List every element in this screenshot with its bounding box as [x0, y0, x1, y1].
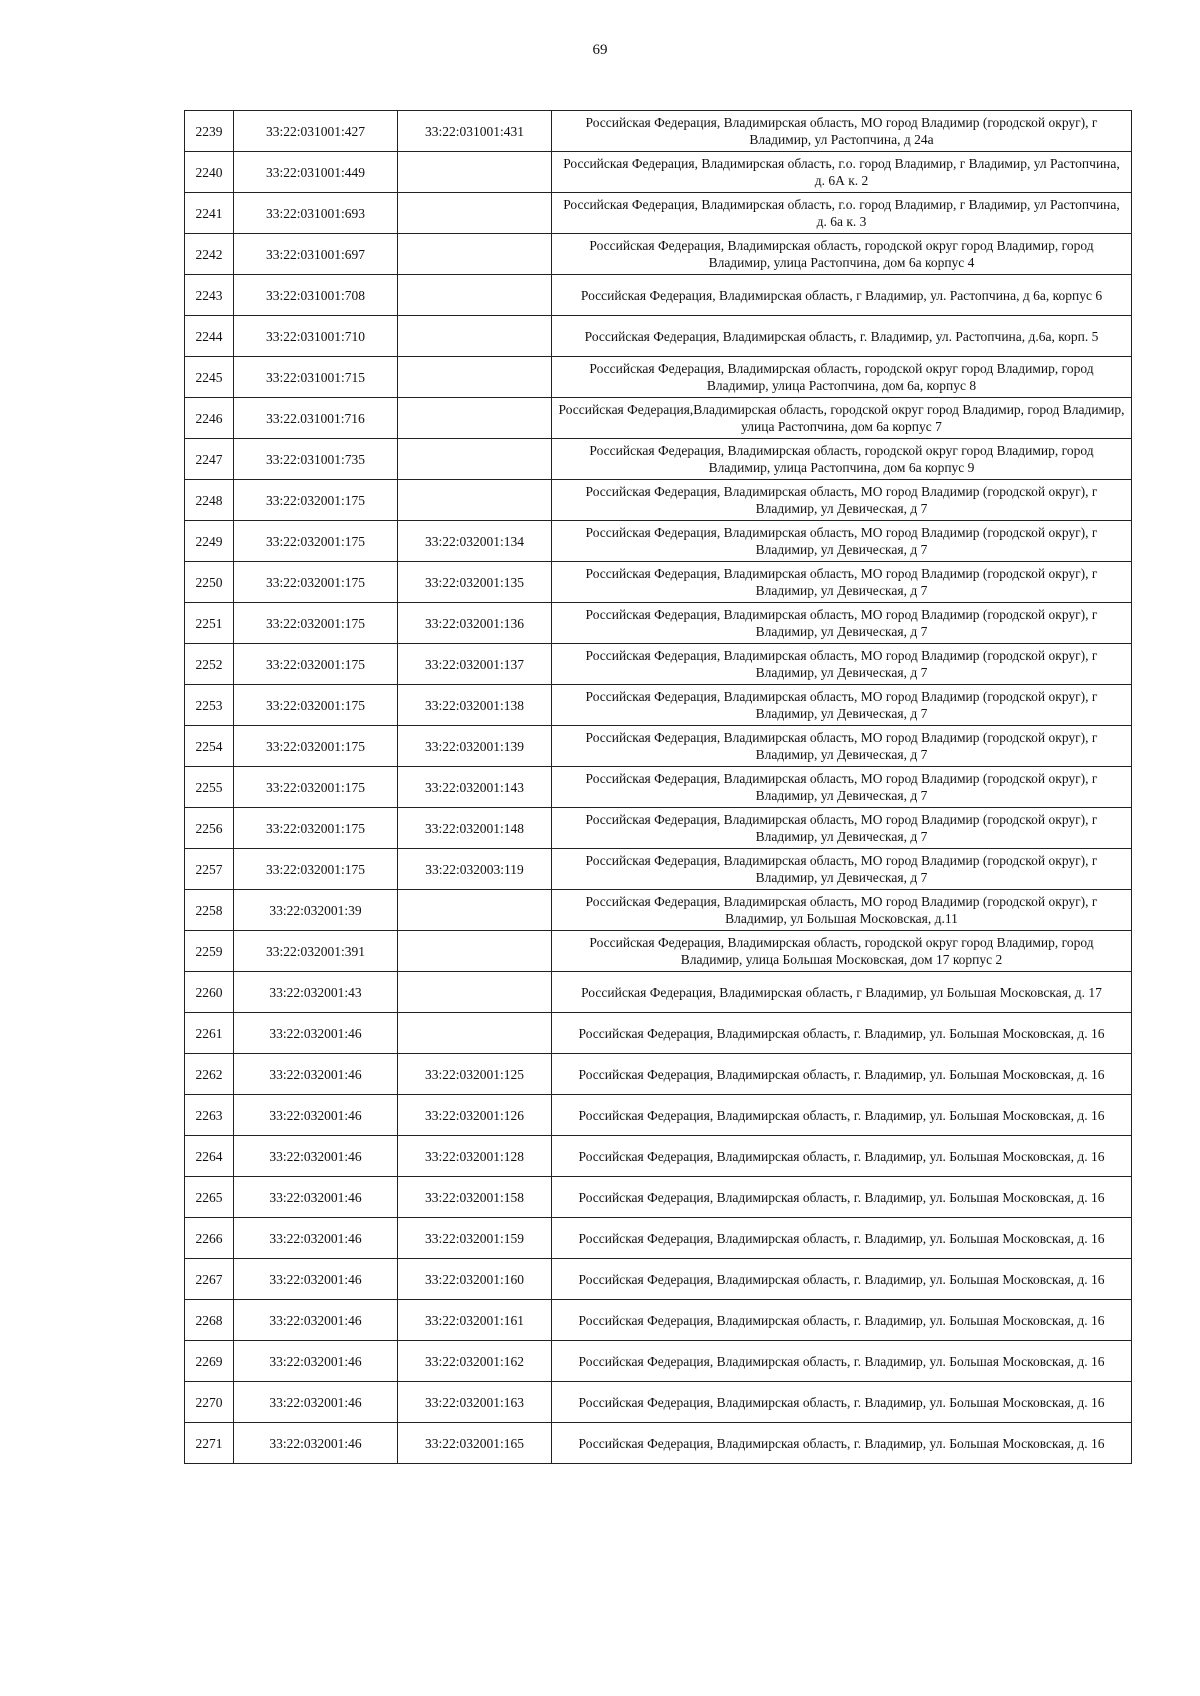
cadastral-number-cell: 33:22:032001:46: [234, 1013, 398, 1054]
row-number-cell: 2268: [185, 1300, 234, 1341]
cadastral-number-cell: 33:22:032001:175: [234, 603, 398, 644]
address-cell: Российская Федерация, Владимирская область, МО город Владимир (городской округ), г Владимир, ул Большая Московская, д.11: [552, 890, 1132, 931]
table-row: [185, 726, 1132, 767]
cadastral-number-cell: 33:22:031001:708: [234, 275, 398, 316]
cadastral-number-cell: 33:22:032001:46: [234, 1054, 398, 1095]
address-cell: Российская Федерация, Владимирская область, г Владимир, ул Большая Московская, д. 17: [552, 972, 1132, 1013]
row-number-cell: 2240: [185, 152, 234, 193]
address-cell: Российская Федерация, Владимирская область, МО город Владимир (городской округ), г Владимир, ул Девическая, д 7: [552, 808, 1132, 849]
address-cell: Российская Федерация, Владимирская область, городской округ город Владимир, город Владимир, улица Растопчина, дом 6а корпус 4: [552, 234, 1132, 275]
row-number-cell: 2249: [185, 521, 234, 562]
cadastral-number-cell: 33:22:032001:43: [234, 972, 398, 1013]
cadastral-number-cell: 33:22.031001:716: [234, 398, 398, 439]
table-row: [185, 439, 1132, 480]
related-cadastral-number-cell: [398, 972, 552, 1013]
row-number-cell: 2269: [185, 1341, 234, 1382]
related-cadastral-number-cell: 33:22:032001:125: [398, 1054, 552, 1095]
table-row: [185, 1054, 1132, 1095]
row-number-cell: 2267: [185, 1259, 234, 1300]
table-row: [185, 1136, 1132, 1177]
related-cadastral-number-cell: 33:22:032001:158: [398, 1177, 552, 1218]
cadastral-number-cell: 33:22:032001:175: [234, 480, 398, 521]
address-cell: Российская Федерация, Владимирская область, г. Владимир, ул. Растопчина, д.6а, корп. 5: [552, 316, 1132, 357]
cadastral-number-cell: 33:22:032001:39: [234, 890, 398, 931]
row-number-cell: 2259: [185, 931, 234, 972]
cadastral-number-cell: 33:22:032001:175: [234, 726, 398, 767]
row-number-cell: 2242: [185, 234, 234, 275]
related-cadastral-number-cell: 33:22:032001:148: [398, 808, 552, 849]
table-row: [185, 808, 1132, 849]
related-cadastral-number-cell: 33:22:032001:159: [398, 1218, 552, 1259]
address-cell: Российская Федерация, Владимирская область, г.о. город Владимир, г Владимир, ул Растопчина, д. 6а к. 3: [552, 193, 1132, 234]
cadastral-number-cell: 33:22:031001:710: [234, 316, 398, 357]
related-cadastral-number-cell: 33:22:031001:431: [398, 111, 552, 152]
table-row: [185, 357, 1132, 398]
address-cell: Российская Федерация, Владимирская область, МО город Владимир (городской округ), г Владимир, ул Девическая, д 7: [552, 849, 1132, 890]
row-number-cell: 2265: [185, 1177, 234, 1218]
address-cell: Российская Федерация, Владимирская область, МО город Владимир (городской округ), г Владимир, ул Девическая, д 7: [552, 562, 1132, 603]
row-number-cell: 2261: [185, 1013, 234, 1054]
address-cell: Российская Федерация, Владимирская область, МО город Владимир (городской округ), г Владимир, ул Девическая, д 7: [552, 603, 1132, 644]
row-number-cell: 2245: [185, 357, 234, 398]
address-cell: Российская Федерация, Владимирская область, МО город Владимир (городской округ), г Владимир, ул Растопчина, д 24а: [552, 111, 1132, 152]
row-number-cell: 2247: [185, 439, 234, 480]
address-cell: Российская Федерация, Владимирская область, г. Владимир, ул. Большая Московская, д. 16: [552, 1177, 1132, 1218]
cadastral-number-cell: 33:22:031001:449: [234, 152, 398, 193]
cadastral-number-cell: 33:22:031001:427: [234, 111, 398, 152]
address-cell: Российская Федерация, Владимирская область, городской округ город Владимир, город Владимир, улица Большая Московская, дом 17 корпус 2: [552, 931, 1132, 972]
table-row: [185, 1300, 1132, 1341]
related-cadastral-number-cell: 33:22:032001:138: [398, 685, 552, 726]
cadastral-number-cell: 33:22:031001:693: [234, 193, 398, 234]
table-row: [185, 316, 1132, 357]
address-cell: Российская Федерация, Владимирская область, г. Владимир, ул. Большая Московская, д. 16: [552, 1136, 1132, 1177]
row-number-cell: 2246: [185, 398, 234, 439]
row-number-cell: 2260: [185, 972, 234, 1013]
related-cadastral-number-cell: 33:22:032001:162: [398, 1341, 552, 1382]
related-cadastral-number-cell: 33:22:032001:136: [398, 603, 552, 644]
table-row: [185, 1095, 1132, 1136]
address-cell: Российская Федерация, Владимирская область, г Владимир, ул. Растопчина, д 6а, корпус 6: [552, 275, 1132, 316]
cadastral-number-cell: 33:22:032001:46: [234, 1382, 398, 1423]
table-row: [185, 480, 1132, 521]
related-cadastral-number-cell: [398, 357, 552, 398]
address-cell: Российская Федерация, Владимирская область, г. Владимир, ул. Большая Московская, д. 16: [552, 1054, 1132, 1095]
address-cell: Российская Федерация, Владимирская область, МО город Владимир (городской округ), г Владимир, ул Девическая, д 7: [552, 521, 1132, 562]
table-row: [185, 1177, 1132, 1218]
address-cell: Российская Федерация, Владимирская область, г. Владимир, ул. Большая Московская, д. 16: [552, 1259, 1132, 1300]
row-number-cell: 2251: [185, 603, 234, 644]
cadastral-number-cell: 33:22:032001:391: [234, 931, 398, 972]
cadastral-number-cell: 33:22:031001:697: [234, 234, 398, 275]
row-number-cell: 2255: [185, 767, 234, 808]
table-row: [185, 972, 1132, 1013]
row-number-cell: 2266: [185, 1218, 234, 1259]
cadastral-number-cell: 33:22:032001:175: [234, 644, 398, 685]
related-cadastral-number-cell: [398, 1013, 552, 1054]
cadastral-number-cell: 33:22:032001:46: [234, 1095, 398, 1136]
table-row: [185, 521, 1132, 562]
related-cadastral-number-cell: 33:22:032001:143: [398, 767, 552, 808]
related-cadastral-number-cell: 33:22:032001:134: [398, 521, 552, 562]
cadastral-number-cell: 33:22:032001:175: [234, 849, 398, 890]
table-row: [185, 1382, 1132, 1423]
address-cell: Российская Федерация, Владимирская область, МО город Владимир (городской округ), г Владимир, ул Девическая, д 7: [552, 644, 1132, 685]
cadastral-number-cell: 33:22:032001:46: [234, 1218, 398, 1259]
table-row: [185, 931, 1132, 972]
address-cell: Российская Федерация,Владимирская область, городской округ город Владимир, город Владимир, улица Растопчина, дом 6а корпус 7: [552, 398, 1132, 439]
related-cadastral-number-cell: 33:22:032001:135: [398, 562, 552, 603]
table-row: [185, 193, 1132, 234]
cadastral-number-cell: 33:22:032001:175: [234, 767, 398, 808]
row-number-cell: 2271: [185, 1423, 234, 1464]
cadastral-number-cell: 33:22:032001:46: [234, 1341, 398, 1382]
cadastral-number-cell: 33:22:032001:46: [234, 1136, 398, 1177]
table-row: [185, 849, 1132, 890]
table-row: [185, 111, 1132, 152]
row-number-cell: 2244: [185, 316, 234, 357]
property-table: [184, 110, 1132, 1464]
related-cadastral-number-cell: 33:22:032001:165: [398, 1423, 552, 1464]
table-row: [185, 234, 1132, 275]
table-row: [185, 152, 1132, 193]
address-cell: Российская Федерация, Владимирская область, г. Владимир, ул. Большая Московская, д. 16: [552, 1095, 1132, 1136]
related-cadastral-number-cell: 33:22:032001:161: [398, 1300, 552, 1341]
cadastral-number-cell: 33:22:031001:735: [234, 439, 398, 480]
table-row: [185, 644, 1132, 685]
related-cadastral-number-cell: [398, 480, 552, 521]
row-number-cell: 2263: [185, 1095, 234, 1136]
row-number-cell: 2256: [185, 808, 234, 849]
table-row: [185, 398, 1132, 439]
table-row: [185, 603, 1132, 644]
related-cadastral-number-cell: 33:22:032001:126: [398, 1095, 552, 1136]
row-number-cell: 2241: [185, 193, 234, 234]
address-cell: Российская Федерация, Владимирская область, МО город Владимир (городской округ), г Владимир, ул Девическая, д 7: [552, 480, 1132, 521]
table-row: [185, 1341, 1132, 1382]
page-number: 69: [592, 42, 608, 58]
related-cadastral-number-cell: [398, 890, 552, 931]
cadastral-number-cell: 33:22:032001:175: [234, 808, 398, 849]
table-row: [185, 562, 1132, 603]
row-number-cell: 2243: [185, 275, 234, 316]
related-cadastral-number-cell: [398, 275, 552, 316]
cadastral-number-cell: 33:22:032001:175: [234, 562, 398, 603]
related-cadastral-number-cell: 33:22:032001:160: [398, 1259, 552, 1300]
address-cell: Российская Федерация, Владимирская область, городской округ город Владимир, город Владимир, улица Растопчина, дом 6а, корпус 8: [552, 357, 1132, 398]
cadastral-number-cell: 33:22:032001:175: [234, 685, 398, 726]
table-row: [185, 1013, 1132, 1054]
related-cadastral-number-cell: 33:22:032001:163: [398, 1382, 552, 1423]
table-body: [185, 111, 1132, 1464]
related-cadastral-number-cell: [398, 439, 552, 480]
cadastral-number-cell: 33:22:032001:46: [234, 1177, 398, 1218]
address-cell: Российская Федерация, Владимирская область, городской округ город Владимир, город Владимир, улица Растопчина, дом 6а корпус 9: [552, 439, 1132, 480]
cadastral-number-cell: 33:22:032001:46: [234, 1300, 398, 1341]
table-row: [185, 685, 1132, 726]
cadastral-number-cell: 33:22:031001:715: [234, 357, 398, 398]
table-row: [185, 275, 1132, 316]
address-cell: Российская Федерация, Владимирская область, МО город Владимир (городской округ), г Владимир, ул Девическая, д 7: [552, 726, 1132, 767]
related-cadastral-number-cell: 33:22:032001:137: [398, 644, 552, 685]
related-cadastral-number-cell: 33:22:032003:119: [398, 849, 552, 890]
row-number-cell: 2257: [185, 849, 234, 890]
row-number-cell: 2248: [185, 480, 234, 521]
address-cell: Российская Федерация, Владимирская область, г. Владимир, ул. Большая Московская, д. 16: [552, 1300, 1132, 1341]
address-cell: Российская Федерация, Владимирская область, г. Владимир, ул. Большая Московская, д. 16: [552, 1218, 1132, 1259]
address-cell: Российская Федерация, Владимирская область, МО город Владимир (городской округ), г Владимир, ул Девическая, д 7: [552, 685, 1132, 726]
table-row: [185, 1423, 1132, 1464]
related-cadastral-number-cell: [398, 234, 552, 275]
table-row: [185, 1259, 1132, 1300]
address-cell: Российская Федерация, Владимирская область, г. Владимир, ул. Большая Московская, д. 16: [552, 1341, 1132, 1382]
related-cadastral-number-cell: 33:22:032001:128: [398, 1136, 552, 1177]
row-number-cell: 2250: [185, 562, 234, 603]
cadastral-number-cell: 33:22:032001:46: [234, 1259, 398, 1300]
cadastral-number-cell: 33:22:032001:46: [234, 1423, 398, 1464]
address-cell: Российская Федерация, Владимирская область, г. Владимир, ул. Большая Московская, д. 16: [552, 1013, 1132, 1054]
address-cell: Российская Федерация, Владимирская область, МО город Владимир (городской округ), г Владимир, ул Девическая, д 7: [552, 767, 1132, 808]
related-cadastral-number-cell: [398, 193, 552, 234]
related-cadastral-number-cell: [398, 316, 552, 357]
address-cell: Российская Федерация, Владимирская область, г.о. город Владимир, г Владимир, ул Растопчина, д. 6А к. 2: [552, 152, 1132, 193]
table-row: [185, 767, 1132, 808]
table-row: [185, 1218, 1132, 1259]
table-row: [185, 890, 1132, 931]
row-number-cell: 2253: [185, 685, 234, 726]
related-cadastral-number-cell: [398, 931, 552, 972]
row-number-cell: 2254: [185, 726, 234, 767]
address-cell: Российская Федерация, Владимирская область, г. Владимир, ул. Большая Московская, д. 16: [552, 1382, 1132, 1423]
related-cadastral-number-cell: [398, 152, 552, 193]
row-number-cell: 2252: [185, 644, 234, 685]
address-cell: Российская Федерация, Владимирская область, г. Владимир, ул. Большая Московская, д. 16: [552, 1423, 1132, 1464]
row-number-cell: 2264: [185, 1136, 234, 1177]
row-number-cell: 2270: [185, 1382, 234, 1423]
row-number-cell: 2258: [185, 890, 234, 931]
row-number-cell: 2262: [185, 1054, 234, 1095]
related-cadastral-number-cell: 33:22:032001:139: [398, 726, 552, 767]
cadastral-number-cell: 33:22:032001:175: [234, 521, 398, 562]
row-number-cell: 2239: [185, 111, 234, 152]
related-cadastral-number-cell: [398, 398, 552, 439]
